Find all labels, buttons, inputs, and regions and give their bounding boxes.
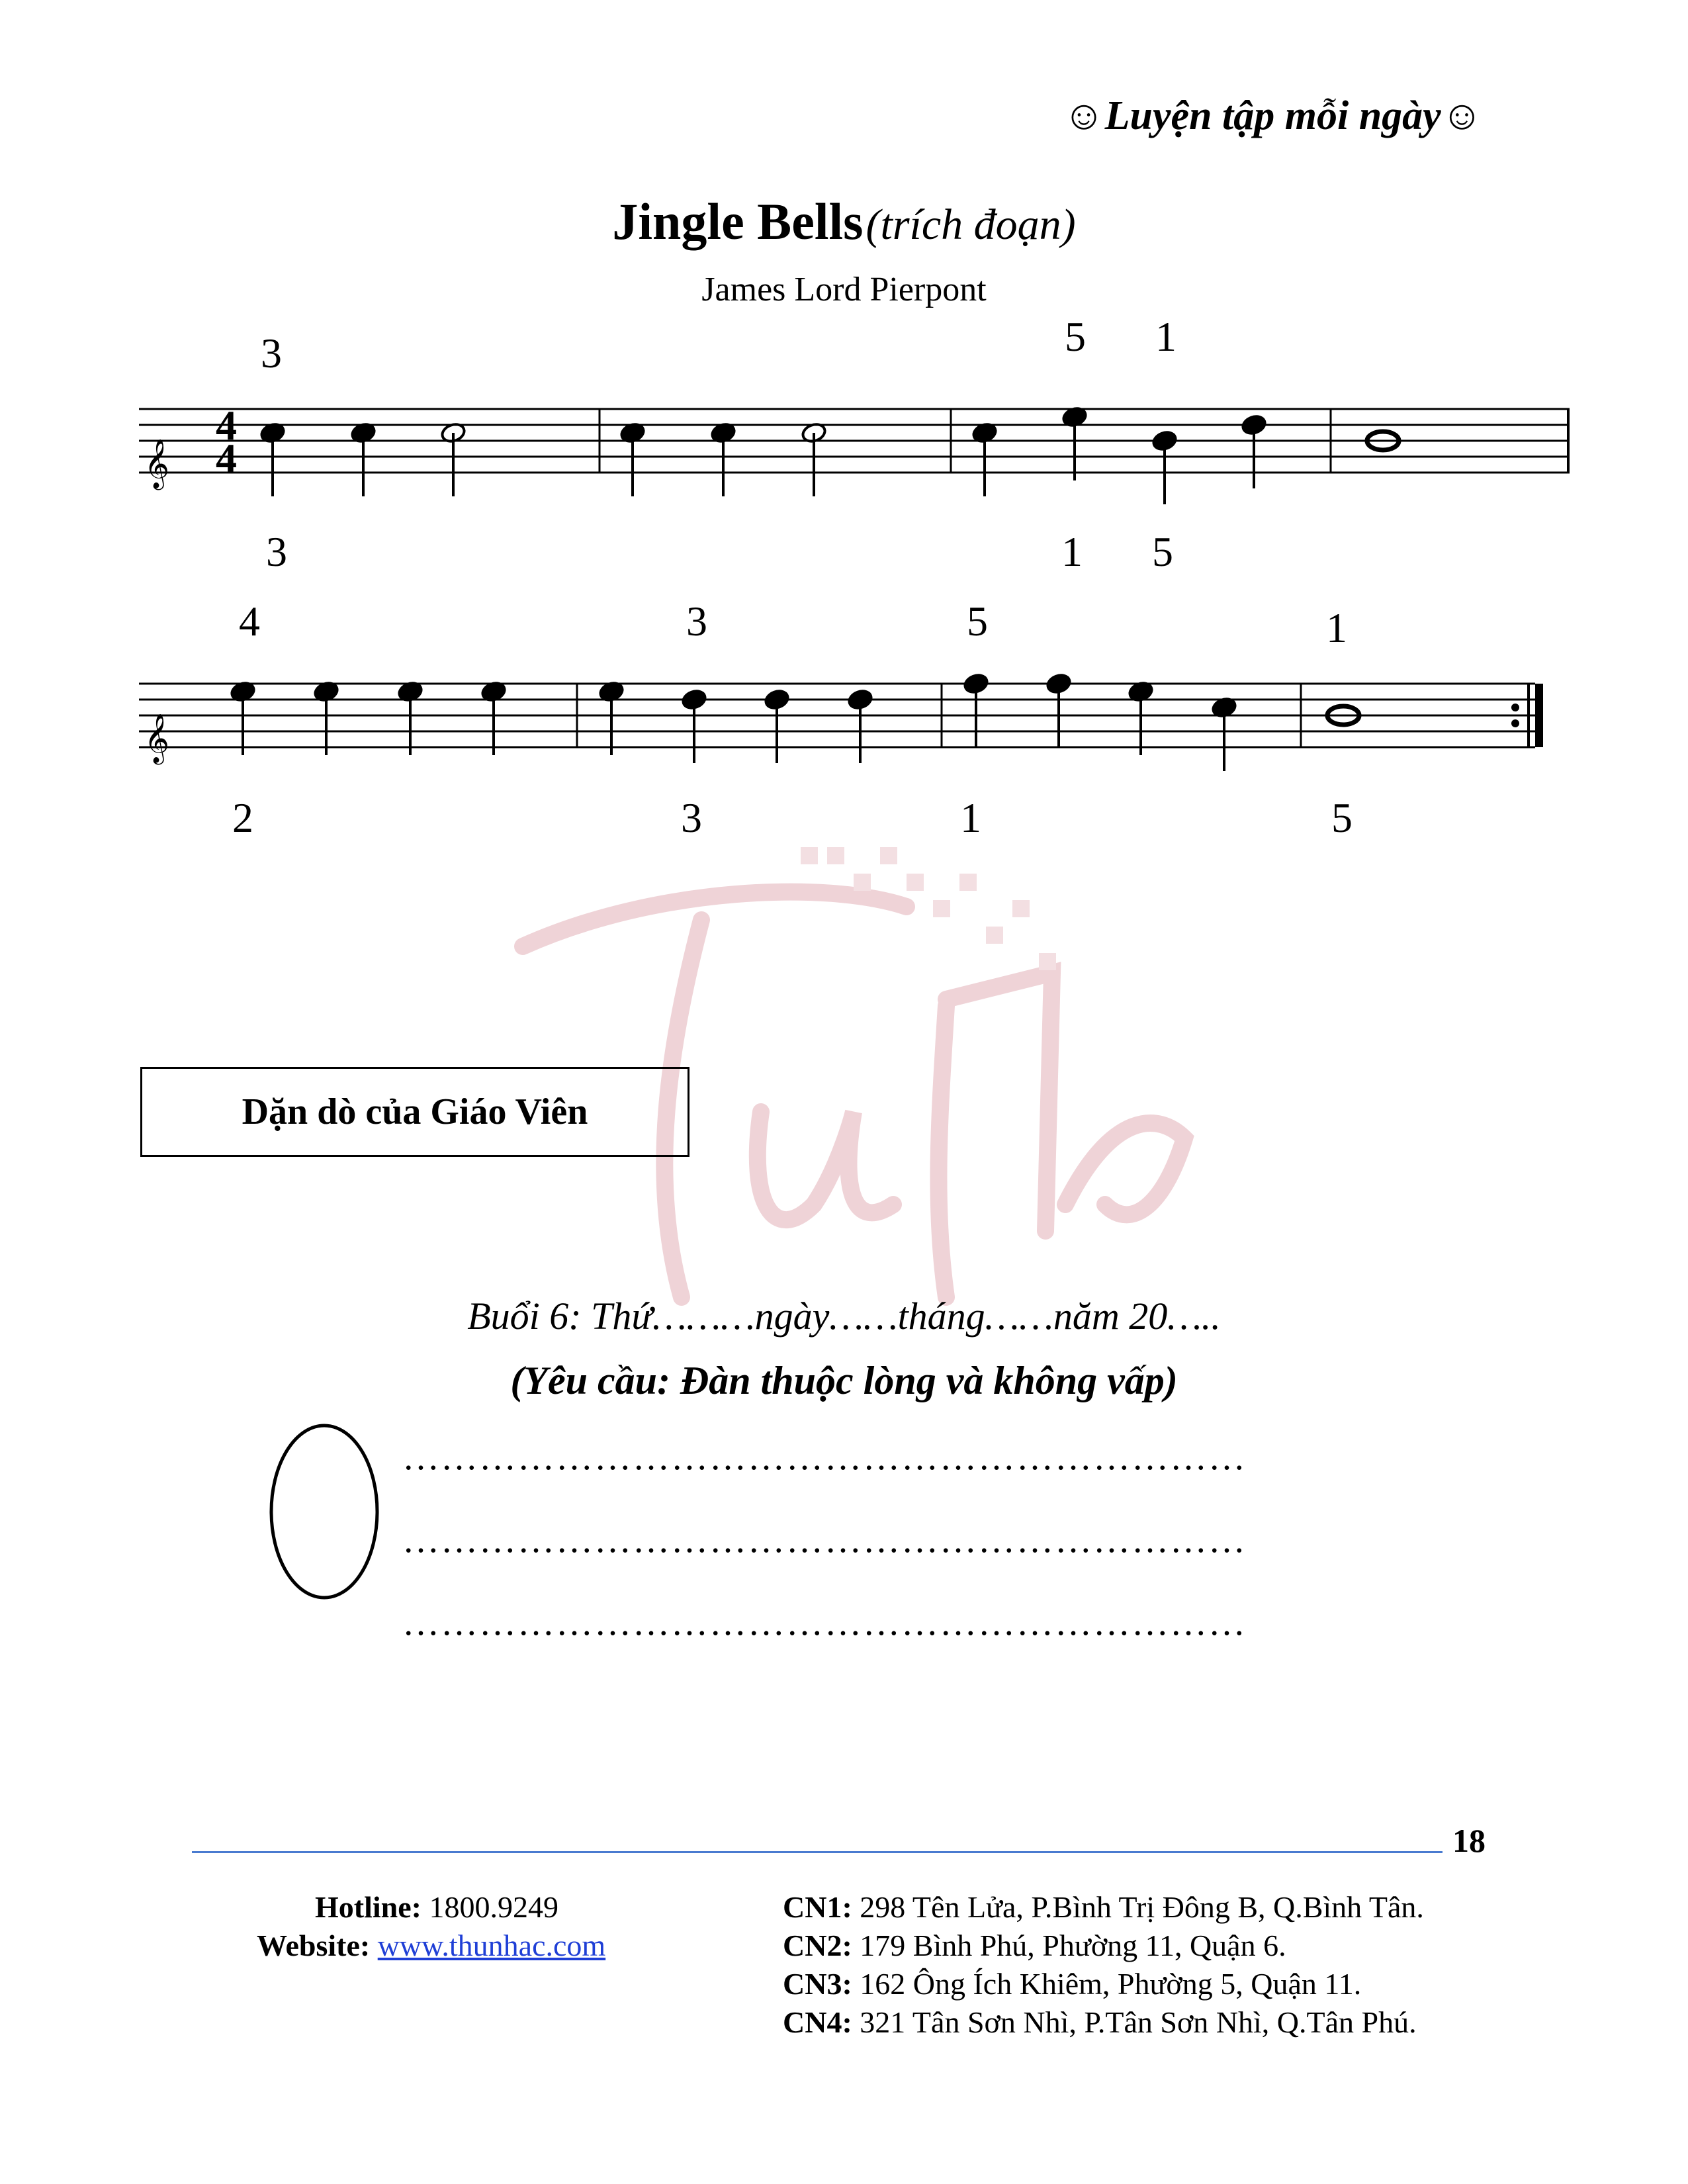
branch-1-label: CN1: <box>783 1890 852 1924</box>
branch-3 <box>783 1966 1361 2001</box>
website-label: Website: <box>257 1929 371 1962</box>
branch-2-label: CN2: <box>783 1929 852 1962</box>
finger-below-1-1: 3 <box>266 528 287 575</box>
branch-3-address: 162 Ông Ích Khiêm, Phường 5, Quận 11. <box>860 1967 1362 2001</box>
branch-4 <box>783 2005 1417 2040</box>
finger-below-1-2: 1 <box>1061 528 1083 575</box>
dotted-line-1: ………………………………………………………… <box>402 1437 1247 1478</box>
song-title-block <box>0 192 1688 251</box>
header-motto: ☺Luyện tập mỗi ngày☺ <box>1063 93 1483 138</box>
teacher-notes-box <box>140 1067 689 1157</box>
finger-below-1-3: 5 <box>1152 528 1173 575</box>
footer-rule <box>192 1851 1443 1853</box>
notes-staff-1 <box>259 406 1399 504</box>
dotted-line-2: ………………………………………………………… <box>402 1520 1247 1561</box>
finger-below-2-4: 5 <box>1331 794 1353 841</box>
song-subtitle: (trích đoạn) <box>866 201 1076 249</box>
finger-below-2-2: 3 <box>681 794 702 841</box>
website <box>257 1928 605 1963</box>
staff-1 <box>139 409 1570 473</box>
finger-above-2-2: 3 <box>686 598 707 645</box>
branch-1 <box>783 1889 1424 1925</box>
branch-2 <box>783 1928 1286 1963</box>
session-date-line: Buổi 6: Thứ………ngày……tháng……năm 20….. <box>467 1295 1221 1338</box>
svg-text:4: 4 <box>216 402 237 449</box>
finger-above-1-3: 1 <box>1155 313 1177 360</box>
treble-clef-2: 𝄞 <box>144 715 169 762</box>
stamp-oval <box>268 1422 380 1602</box>
finger-below-2-3: 1 <box>960 794 981 841</box>
time-signature <box>216 402 237 482</box>
branch-4-label: CN4: <box>783 2005 852 2039</box>
svg-text:4: 4 <box>216 435 237 482</box>
dotted-line-3: ………………………………………………………… <box>402 1602 1247 1643</box>
song-title: Jingle Bells <box>612 193 864 250</box>
website-link[interactable]: www.thunhac.com <box>377 1929 606 1962</box>
finger-above-1-2: 5 <box>1065 313 1086 360</box>
hotline-label: Hotline: <box>315 1890 422 1924</box>
branch-3-label: CN3: <box>783 1967 852 2001</box>
branch-4-address: 321 Tân Sơn Nhì, P.Tân Sơn Nhì, Q.Tân Phú. <box>860 2005 1417 2039</box>
treble-clef-1: 𝄞 <box>144 440 169 487</box>
finger-above-1-1: 3 <box>261 330 282 377</box>
composer: James Lord Pierpont <box>701 271 987 308</box>
hotline <box>315 1889 558 1925</box>
teacher-notes-label: Dặn dò của Giáo Viên <box>242 1091 588 1132</box>
finger-above-2-4: 1 <box>1326 604 1347 651</box>
finger-below-2-1: 2 <box>232 794 253 841</box>
music-score <box>0 304 1688 900</box>
session-requirement: (Yêu cầu: Đàn thuộc lòng và không vấp) <box>510 1359 1178 1402</box>
finger-above-2-3: 5 <box>967 598 988 645</box>
hotline-value: 1800.9249 <box>429 1890 558 1924</box>
branch-2-address: 179 Bình Phú, Phường 11, Quận 6. <box>860 1929 1286 1962</box>
page-number: 18 <box>1452 1822 1486 1859</box>
branch-1-address: 298 Tên Lửa, P.Bình Trị Đông B, Q.Bình Tân. <box>860 1890 1424 1924</box>
notes-staff-2 <box>230 672 1359 771</box>
finger-above-2-1: 4 <box>239 598 260 645</box>
